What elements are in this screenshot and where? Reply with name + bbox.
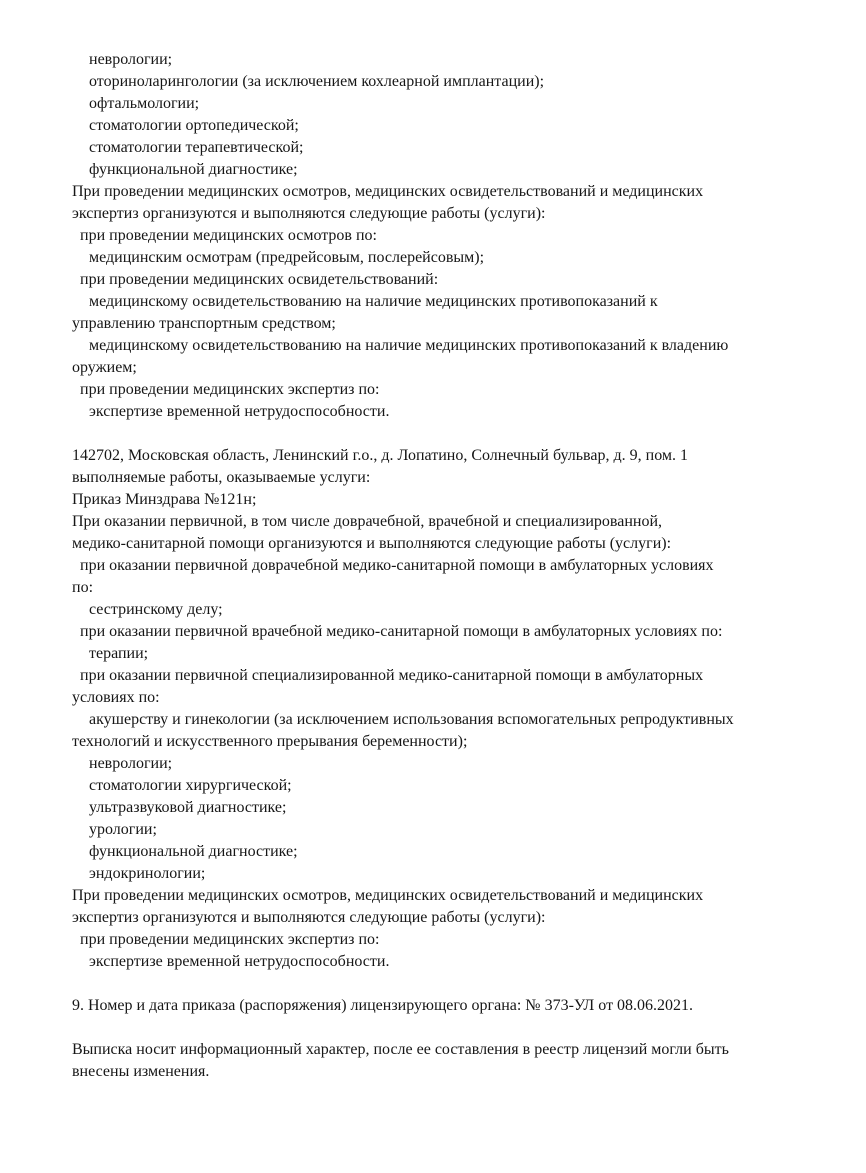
document-line: При проведении медицинских осмотров, медицинских освидетельствований и медицинских (72, 887, 704, 904)
document-line: внесены изменения. (72, 1063, 210, 1080)
document-line: При оказании первичной, в том числе доврачебной, врачебной и специализированной, (72, 513, 663, 530)
document-line: неврологии; (89, 51, 173, 68)
document-body (72, 49, 856, 1083)
document-line: экспертиз организуются и выполняются следующие работы (услуги): (72, 909, 546, 926)
blank-line (72, 973, 856, 995)
document-line: оружием; (72, 359, 137, 376)
document-line: оториноларингологии (за исключением кохлеарной имплантации); (89, 73, 545, 90)
document-line: медицинскому освидетельствованию на наличие медицинских противопоказаний к (89, 293, 658, 310)
document-line: ультразвуковой диагностике; (89, 799, 287, 816)
document-line: стоматологии терапевтической; (89, 139, 304, 156)
document-line: эндокринологии; (89, 865, 206, 882)
document-line: по: (72, 579, 94, 596)
document-line: Выписка носит информационный характер, после ее составления в реестр лицензий могли быть (72, 1041, 729, 1058)
document-line: экспертиз организуются и выполняются следующие работы (услуги): (72, 205, 546, 222)
document-line: медицинскому освидетельствованию на наличие медицинских противопоказаний к владению (89, 337, 729, 354)
document-line: при оказании первичной врачебной медико-санитарной помощи в амбулаторных условиях по: (80, 623, 723, 640)
document-line: медицинским осмотрам (предрейсовым, послерейсовым); (89, 249, 485, 266)
document-line: 9. Номер и дата приказа (распоряжения) лицензирующего органа: № 373-УЛ от 08.06.2021. (72, 997, 694, 1014)
document-line: неврологии; (89, 755, 173, 772)
document-line: при проведении медицинских экспертиз по: (80, 931, 380, 948)
document-line: выполняемые работы, оказываемые услуги: (72, 469, 371, 486)
blank-line (72, 423, 856, 445)
document-line: 142702, Московская область, Ленинский г.о., д. Лопатино, Солнечный бульвар, д. 9, пом. 1 (72, 447, 689, 464)
document-line: функциональной диагностике; (89, 161, 298, 178)
document-line: акушерству и гинекологии (за исключением использования вспомогательных репродуктивных (89, 711, 734, 728)
document-line: урологии; (89, 821, 157, 838)
document-line: терапии; (89, 645, 149, 662)
document-line: при проведении медицинских осмотров по: (80, 227, 377, 244)
document-line: При проведении медицинских осмотров, медицинских освидетельствований и медицинских (72, 183, 704, 200)
document-line: управлению транспортным средством; (72, 315, 336, 332)
document-line: экспертизе временной нетрудоспособности. (89, 953, 390, 970)
document-line: при оказании первичной доврачебной медико-санитарной помощи в амбулаторных условиях (80, 557, 714, 574)
document-line: стоматологии ортопедической; (89, 117, 299, 134)
document-line: медико-санитарной помощи организуются и выполняются следующие работы (услуги): (72, 535, 672, 552)
document-line: экспертизе временной нетрудоспособности. (89, 403, 390, 420)
document-line: технологий и искусственного прерывания беременности); (72, 733, 468, 750)
document-line: условиях по: (72, 689, 160, 706)
document-line: офтальмологии; (89, 95, 200, 112)
document-line: стоматологии хирургической; (89, 777, 292, 794)
document-line: функциональной диагностике; (89, 843, 298, 860)
blank-line (72, 1017, 856, 1039)
document-line: при проведении медицинских освидетельствований: (80, 271, 439, 288)
document-line: при проведении медицинских экспертиз по: (80, 381, 380, 398)
document-line: Приказ Минздрава №121н; (72, 491, 257, 508)
document-line: при оказании первичной специализированной медико-санитарной помощи в амбулаторных (80, 667, 704, 684)
document-line: сестринскому делу; (89, 601, 223, 618)
